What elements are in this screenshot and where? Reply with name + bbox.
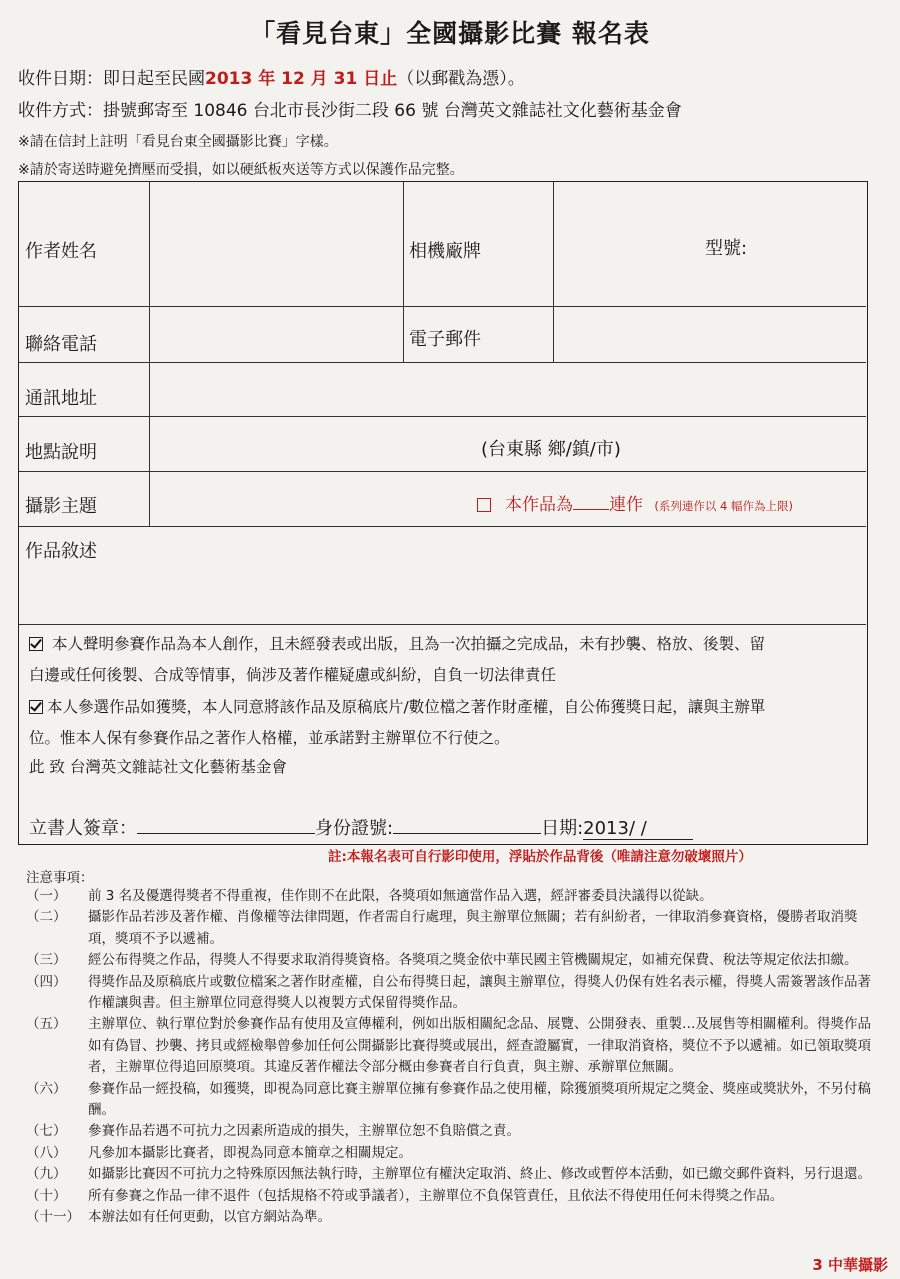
phone-label: 聯絡電話 (25, 334, 97, 355)
note-number: （五） (26, 1016, 67, 1033)
note-text: 參賽作品一經投稿，如獲獎，即視為同意比賽主辦單位擁有參賽作品之使用權，除獲頒獎項所規定之獎金、獎座或獎狀外，不另付稿酬。 (88, 1080, 871, 1119)
note-item (26, 972, 876, 1015)
declaration-originality-line1 (29, 629, 859, 660)
note-text: 前 3 名及優選得獎者不得重複，佳作則不在此限，各獎項如無適當作品入選，經評審委員決議得以從缺。 (88, 888, 713, 904)
row-divider (19, 306, 866, 307)
note-text: 經公布得獎之作品，得獎人不得要求取消得獎資格。各獎項之獎金依中華民國主管機關規定，如補充保費、稅法等規定依法扣繳。 (88, 952, 858, 969)
note-number: （一） (26, 888, 67, 904)
note-item (26, 1186, 876, 1207)
note-number: （三） (26, 952, 67, 969)
location-hint: (台東縣 鄉/鎮/市) (481, 439, 621, 460)
camera-brand-label: 相機廠牌 (409, 241, 481, 262)
notes-list (26, 886, 876, 1229)
note-number: （九） (26, 1166, 67, 1183)
note-number: （四） (26, 973, 67, 990)
note-text: 凡參加本攝影比賽者，即視為同意本簡章之相關規定。 (88, 1144, 412, 1161)
series-field (477, 490, 793, 515)
note-number: （八） (26, 1144, 67, 1161)
row-divider (19, 362, 866, 363)
note-text: 所有參賽之作品一律不退件（包括規格不符或爭議者），主辦單位不負保管責任，且依法不得使用任何未得獎之作品。 (88, 1187, 784, 1204)
declaration-copyright (29, 692, 859, 754)
originality-text-2: 白邊或任何後製、合成等情事，倘涉及著作權疑慮或糾紛，自負一切法律責任 (29, 666, 557, 684)
model-label: 型號: (705, 238, 748, 259)
note-text: 本辦法如有任何更動，以官方網站為準。 (88, 1209, 331, 1226)
envelope-note: ※請在信封上註明「看見台東全國攝影比賽」字樣。 (18, 134, 338, 150)
id-number-blank[interactable] (393, 833, 541, 834)
series-checkbox[interactable] (477, 498, 491, 512)
receive-date-suffix: （以郵戳為憑）。 (397, 69, 525, 89)
column-divider (149, 182, 150, 526)
location-label: 地點說明 (25, 442, 97, 463)
registration-form-table (18, 181, 868, 845)
note-item (26, 907, 876, 950)
row-divider (19, 416, 866, 417)
note-item (26, 1121, 876, 1142)
theme-label: 攝影主題 (25, 496, 97, 517)
series-prefix: 本作品為 (505, 495, 573, 515)
note-number: （二） (26, 909, 67, 926)
date-value[interactable]: 2013/ / (583, 818, 693, 840)
receive-date-deadline: 2013 年 12 月 31 日止 (205, 69, 398, 89)
note-number: （七） (26, 1123, 67, 1140)
note-item (26, 1014, 876, 1078)
column-divider (403, 182, 404, 362)
notes-title: 注意事項： (26, 870, 94, 886)
note-number: （十） (26, 1187, 67, 1204)
series-limit-note: (系列連作以 4 幅作為上限) (654, 499, 794, 513)
note-item (26, 886, 876, 907)
declaration-copyright-line1 (29, 692, 859, 723)
note-text: 主辦單位、執行單位對於參賽作品有使用及宣傳權利，例如出版相關紀念品、展覽、公開發表、重製…及展售等相關權利。得獎作品如有偽冒、抄襲、拷貝或經檢舉曾參加任何公開攝影比賽得獎或展出，經查證屬實，一律取消資格，獎位不予以遞補。如已領取獎項者，主辦單位得追回原獎項。其違反著作權法令部分概由參賽者自行負責，與主辦、承辦單位無關。 (88, 1016, 871, 1076)
page-title: 「看見台東」全國攝影比賽 報名表 (250, 19, 650, 48)
addressee-line: 此 致 台灣英文雜誌社文化藝術基金會 (29, 758, 287, 776)
series-count-blank[interactable] (573, 509, 609, 510)
note-item (26, 1143, 876, 1164)
note-item (26, 950, 876, 971)
originality-checkbox[interactable] (29, 637, 43, 651)
note-item (26, 1079, 876, 1122)
date-label: 日期: (541, 818, 584, 839)
declaration-originality (29, 629, 859, 691)
page-number-mark: 3 中華攝影 (812, 1256, 888, 1274)
series-suffix: 連作 (609, 495, 643, 515)
note-item (26, 1207, 876, 1228)
note-item (26, 1164, 876, 1185)
description-label: 作品敘述 (25, 541, 97, 562)
receive-date-prefix: 收件日期：即日起至民國 (18, 69, 205, 89)
address-label: 通訊地址 (25, 388, 97, 409)
note-text: 參賽作品若遇不可抗力之因素所造成的損失，主辦單位恕不負賠償之責。 (88, 1123, 520, 1140)
receive-date-line (18, 64, 525, 89)
copyright-checkbox[interactable] (29, 700, 43, 714)
signature-row (29, 814, 693, 840)
row-divider (19, 471, 866, 472)
note-number: （十一） (26, 1209, 80, 1226)
photocopy-footnote: 註:本報名表可自行影印使用，浮貼於作品背後（唯請注意勿破壞照片） (328, 849, 752, 865)
signer-label: 立書人簽章： (29, 818, 137, 839)
row-divider (19, 624, 866, 625)
row-divider (19, 526, 866, 527)
id-label: 身份證號: (315, 818, 394, 839)
note-number: （六） (26, 1080, 67, 1097)
signature-blank[interactable] (137, 833, 315, 834)
author-name-label: 作者姓名 (25, 241, 97, 262)
receive-method-line: 收件方式：掛號郵寄至 10846 台北市長沙街二段 66 號 台灣英文雜誌社文化藝術基金會 (18, 101, 682, 121)
column-divider (553, 182, 554, 362)
packaging-note: ※請於寄送時避免擠壓而受損，如以硬紙板夾送等方式以保護作品完整。 (18, 162, 464, 178)
copyright-text-2: 位。惟本人保有參賽作品之著作人格權，並承諾對主辦單位不行使之。 (29, 729, 510, 747)
note-text: 攝影作品若涉及著作權、肖像權等法律問題，作者需自行處理，與主辦單位無關；若有糾紛者，一律取消參賽資格，優勝者取消獎項，獎項不予以遞補。 (88, 909, 858, 947)
email-label: 電子郵件 (409, 329, 481, 350)
note-text: 如攝影比賽因不可抗力之特殊原因無法執行時，主辦單位有權決定取消、終止、修改或暫停本活動，如已繳交郵件資料，另行退還。 (88, 1166, 871, 1183)
originality-text-1: 本人聲明參賽作品為本人創作，且未經發表或出版，且為一次拍攝之完成品，未有抄襲、格放、後製、留 (51, 635, 765, 653)
note-text: 得獎作品及原稿底片或數位檔案之著作財產權，自公布得獎日起，讓與主辦單位，得獎人仍保有姓名表示權，得獎人需簽署該作品著作權讓與書。但主辦單位同意得獎人以複製方式保留得獎作品。 (88, 973, 871, 1012)
copyright-text-1: 本人參選作品如獲獎，本人同意將該作品及原稿底片/數位檔之著作財產權，自公佈獲獎日起，讓與主辦單 (47, 698, 766, 716)
